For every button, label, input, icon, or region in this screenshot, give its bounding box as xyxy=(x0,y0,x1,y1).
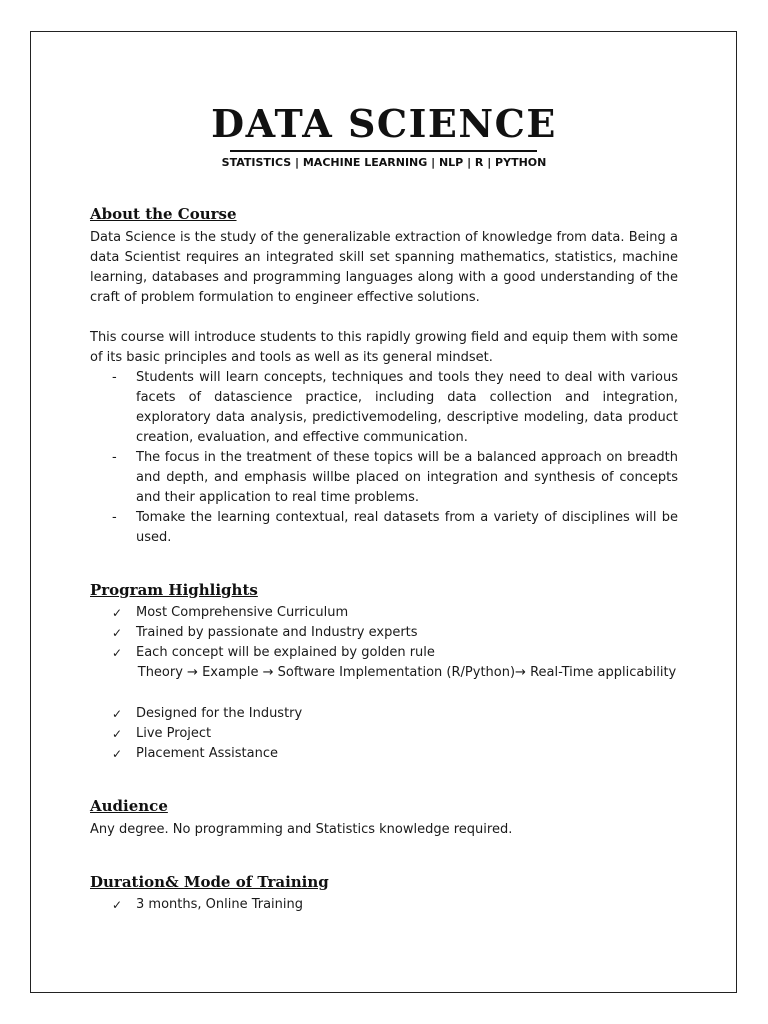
list-item-text: Placement Assistance xyxy=(136,746,278,761)
highlights-list-continued xyxy=(110,704,678,764)
duration-list xyxy=(110,895,678,915)
dash-marker: - xyxy=(112,370,117,385)
highlights-list xyxy=(110,603,678,663)
list-item-text: 3 months, Online Training xyxy=(136,897,303,912)
about-paragraph-2: This course will introduce students to this rapidly growing field and equip them with some of its basic principles and tools as well as its general mindset. xyxy=(90,330,678,365)
checkmark-icon: ✓ xyxy=(112,898,123,912)
about-heading: About the Course xyxy=(90,205,237,223)
document-title: DATA SCIENCE xyxy=(211,101,557,146)
highlights-heading: Program Highlights xyxy=(90,581,258,599)
list-item xyxy=(110,508,678,548)
list-item-text: Each concept will be explained by golden rule xyxy=(136,645,435,660)
list-item xyxy=(110,448,678,508)
list-item xyxy=(110,623,678,643)
checkmark-icon: ✓ xyxy=(112,606,123,620)
list-item-text: Designed for the Industry xyxy=(136,706,303,721)
dash-marker: - xyxy=(112,510,117,525)
list-item xyxy=(110,744,678,764)
checkmark-icon: ✓ xyxy=(112,707,123,721)
dash-marker: - xyxy=(112,450,117,465)
list-item xyxy=(110,895,678,915)
list-item xyxy=(110,643,678,663)
list-item-text: Trained by passionate and Industry experts xyxy=(136,625,418,640)
list-item-text: Students will learn concepts, techniques and tools they need to deal with various facets of datascience practice, including data collection and integration, exploratory data analysis, predictivemodeling, descriptive modeling, data product creation, evaluation, and effective communication. xyxy=(136,370,678,445)
list-item xyxy=(110,704,678,724)
about-bullet-list xyxy=(110,368,678,548)
list-item xyxy=(110,368,678,448)
about-paragraph-1: Data Science is the study of the generalizable extraction of knowledge from data. Being a data Scientist requires an integrated skill set spanning mathematics, statistics, machine learning, databases and programming languages along with a good understanding of the craft of problem formulation to engineer effective solutions. xyxy=(90,230,678,305)
checkmark-icon: ✓ xyxy=(112,626,123,640)
audience-text: Any degree. No programming and Statistics knowledge required. xyxy=(90,822,513,837)
checkmark-icon: ✓ xyxy=(112,727,123,741)
list-item xyxy=(110,724,678,744)
document-subtitle: STATISTICS | MACHINE LEARNING | NLP | R | PYTHON xyxy=(221,156,547,169)
title-underline xyxy=(230,150,537,152)
list-item xyxy=(110,603,678,623)
list-item-text: Live Project xyxy=(136,726,212,741)
list-item-text: Tomake the learning contextual, real datasets from a variety of disciplines will be used. xyxy=(136,510,678,545)
duration-heading: Duration& Mode of Training xyxy=(90,873,329,891)
list-item-text: Most Comprehensive Curriculum xyxy=(136,605,349,620)
list-item-text: The focus in the treatment of these topics will be a balanced approach on breadth and depth, and emphasis willbe placed on integration and synthesis of concepts and their application to real time problems. xyxy=(136,450,678,505)
golden-rule-text: Theory → Example → Software Implementation (R/Python)→ Real-Time applicability xyxy=(137,665,677,680)
checkmark-icon: ✓ xyxy=(112,646,123,660)
audience-heading: Audience xyxy=(90,797,168,815)
checkmark-icon: ✓ xyxy=(112,747,123,761)
